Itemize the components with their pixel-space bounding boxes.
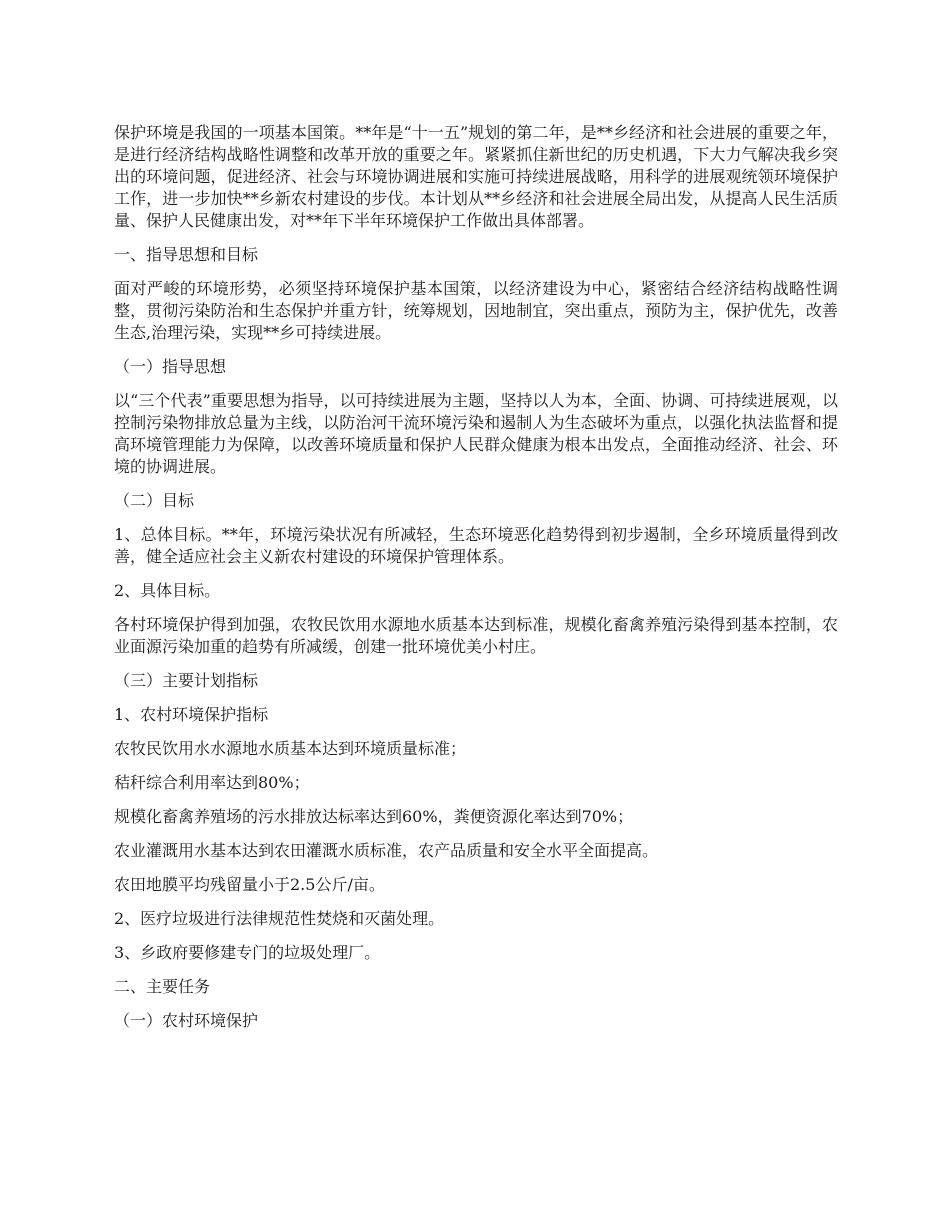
overall-goal-paragraph: 1、总体目标。**年，环境污染状况有所减轻，生态环境恶化趋势得到初步遏制，全乡环境质量得到改善，健全适应社会主义新农村建设的环境保护管理体系。 xyxy=(114,525,838,566)
indicator-item: 农牧民饮用水水源地水质基本达到环境质量标准； xyxy=(114,739,467,758)
intro-paragraph: 保护环境是我国的一项基本国策。**年是“十一五”规划的第二年，是**乡经济和社会进展的重要之年，是进行经济结构战略性调整和改革开放的重要之年。紧紧抓住新世纪的历史机遇，下大力气解决我乡突出的环境问题，促进经济、社会与环境协调进展和实施可持续进展战略，用科学的进展观统领环境保护工作，进一步加快**乡新农村建设的步伐。本计划从**乡经济和社会进展全局出发，从提高人民生活质量、保护人民健康出发，对**年下半年环境保护工作做出具体部署。 xyxy=(114,123,838,230)
document-page xyxy=(114,122,838,1044)
subsection-heading-goals: （二）目标 xyxy=(114,491,195,510)
specific-goals-paragraph: 各村环境保护得到加强，农牧民饮用水源地水质基本达到标准，规模化畜禽养殖污染得到基本控制，农业面源污染加重的趋势有所减缓，创建一批环境优美小村庄。 xyxy=(114,615,838,656)
subsection-heading-rural-protection: （一）农村环境保护 xyxy=(114,1011,259,1030)
indicator-item: 规模化畜禽养殖场的污水排放达标率达到60%，粪便资源化率达到70%； xyxy=(114,807,634,826)
guiding-thought-paragraph: 以“三个代表”重要思想为指导，以可持续进展为主题，坚持以人为本，全面、协调、可持续进展观，以控制污染物排放总量为主线，以防治河干流环境污染和遏制人为生态破坏为重点，以强化执法监督和提高环境管理能力为保障，以改善环境质量和保护人民群众健康为根本出发点，全面推动经济、社会、环境的协调进展。 xyxy=(114,391,838,476)
section-heading-main-tasks: 二、主要任务 xyxy=(114,977,211,996)
subsection-heading-guiding-thought: （一）指导思想 xyxy=(114,357,227,376)
indicator-item: 农田地膜平均残留量小于2.5公斤/亩。 xyxy=(114,875,385,894)
rural-indicators-heading: 1、农村环境保护指标 xyxy=(114,705,269,724)
indicator-item: 3、乡政府要修建专门的垃圾处理厂。 xyxy=(114,943,381,962)
indicator-item: 农业灌溉用水基本达到农田灌溉水质标准，农产品质量和安全水平全面提高。 xyxy=(114,841,659,860)
section-heading-guiding-thought-and-goals: 一、指导思想和目标 xyxy=(114,245,259,264)
subsection-heading-main-indicators: （三）主要计划指标 xyxy=(114,671,259,690)
indicator-item: 2、医疗垃圾进行法律规范性焚烧和灭菌处理。 xyxy=(114,909,445,928)
indicator-item: 秸秆综合利用率达到80%； xyxy=(114,773,310,792)
specific-goals-heading: 2、具体目标。 xyxy=(114,581,221,600)
section-paragraph: 面对严峻的环境形势，必须坚持环境保护基本国策，以经济建设为中心，紧密结合经济结构战略性调整，贯彻污染防治和生态保护并重方针，统筹规划，因地制宜，突出重点，预防为主，保护优先，改善生态,治理污染，实现**乡可持续进展。 xyxy=(114,279,838,342)
